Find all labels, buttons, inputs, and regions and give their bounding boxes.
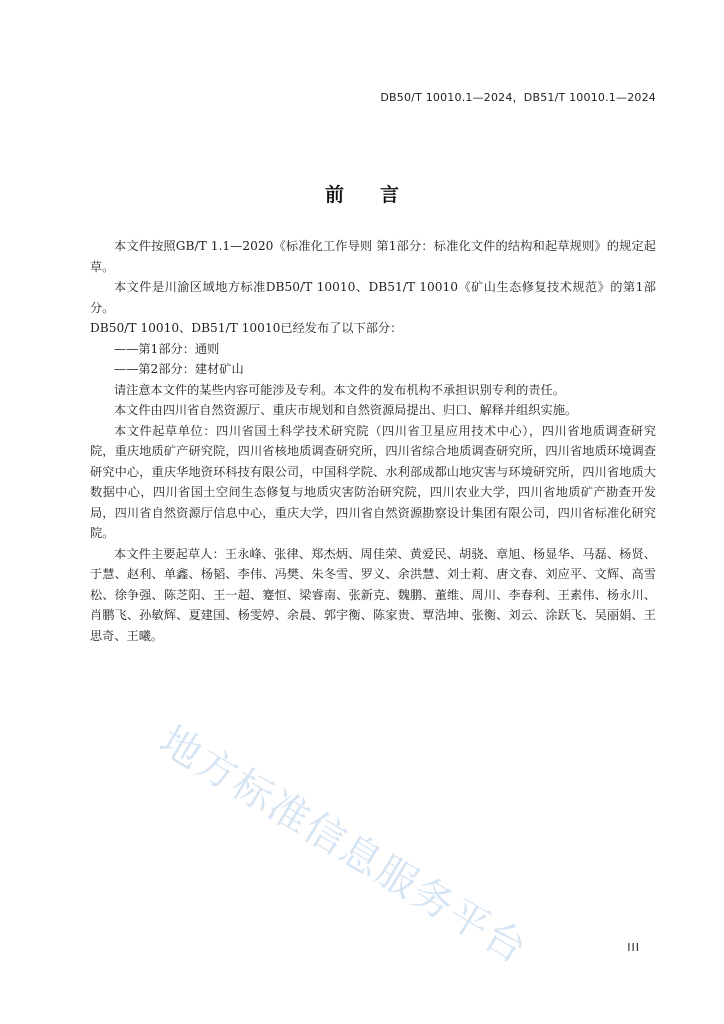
page-title bbox=[0, 180, 724, 207]
paragraph-part-statement: 本文件是川渝区域地方标准DB50/T 10010、DB51/T 10010《矿山生态修复技术规范》的第1部分。 bbox=[90, 280, 656, 315]
paragraph-published-parts: DB50/T 10010、DB51/T 10010已经发布了以下部分： bbox=[90, 321, 403, 335]
title-char-1: 前 bbox=[324, 184, 344, 206]
paragraph-proposed-by: 本文件由四川省自然资源厅、重庆市规划和自然资源局提出、归口、解释并组织实施。 bbox=[114, 403, 578, 417]
paragraph-drafting-rules: 本文件按照GB/T 1.1—2020《标准化工作导则 第1部分：标准化文件的结构和起草规则》的规定起草。 bbox=[90, 239, 656, 274]
list-item-part-1: ——第1部分：通则 bbox=[114, 341, 220, 356]
document-code-header: DB50/T 10010.1—2024，DB51/T 10010.1—2024 bbox=[380, 91, 656, 104]
title-char-2: 言 bbox=[380, 184, 400, 206]
watermark-text: 地方标准信息服务平台 bbox=[151, 717, 536, 974]
paragraph-drafting-units: 本文件起草单位：四川省国土科学技术研究院（四川省卫星应用技术中心），四川省地质调查研究院，重庆地质矿产研究院，四川省核地质调查研究所，四川省综合地质调查研究所，四川省地质环境调查研究中心，重庆华地资环科技有限公司，中国科学院、水利部成都山地灾害与环境研究所，四川省地质大数据中心，四川省国土空间生态修复与地质灾害防治研究院，四川农业大学，四川省地质矿产勘查开发局，四川省自然资源厅信息中心，重庆大学，四川省自然资源勘察设计集团有限公司，四川省标准化研究院。 bbox=[90, 423, 656, 540]
paragraph-patent-notice: 请注意本文件的某些内容可能涉及专利。本文件的发布机构不承担识别专利的责任。 bbox=[114, 382, 565, 397]
page-number: III bbox=[627, 941, 640, 954]
paragraph-drafters: 本文件主要起草人：王永峰、张律、郑杰炳、周佳荣、黄爱民、胡骁、章旭、杨显华、马磊、杨贤、于慧、赵利、单鑫、杨韬、李伟、冯樊、朱冬雪、罗义、余洪慧、刘士莉、唐文春、刘应平、文辉、高雪松、徐争强、陈芝阳、王一超、蹇恒、梁睿南、张新克、魏鹏、董维、周川、李春利、王素伟、杨永川、肖鹏飞、孙敏辉、夏建国、杨雯婷、余晨、郭宇衡、陈家贵、覃浩坤、张衡、刘云、涂跃飞、吴丽娟、王思奇、王曦。 bbox=[90, 546, 656, 643]
foreword-body bbox=[90, 236, 656, 646]
list-item-part-2: ——第2部分：建材矿山 bbox=[114, 362, 244, 376]
